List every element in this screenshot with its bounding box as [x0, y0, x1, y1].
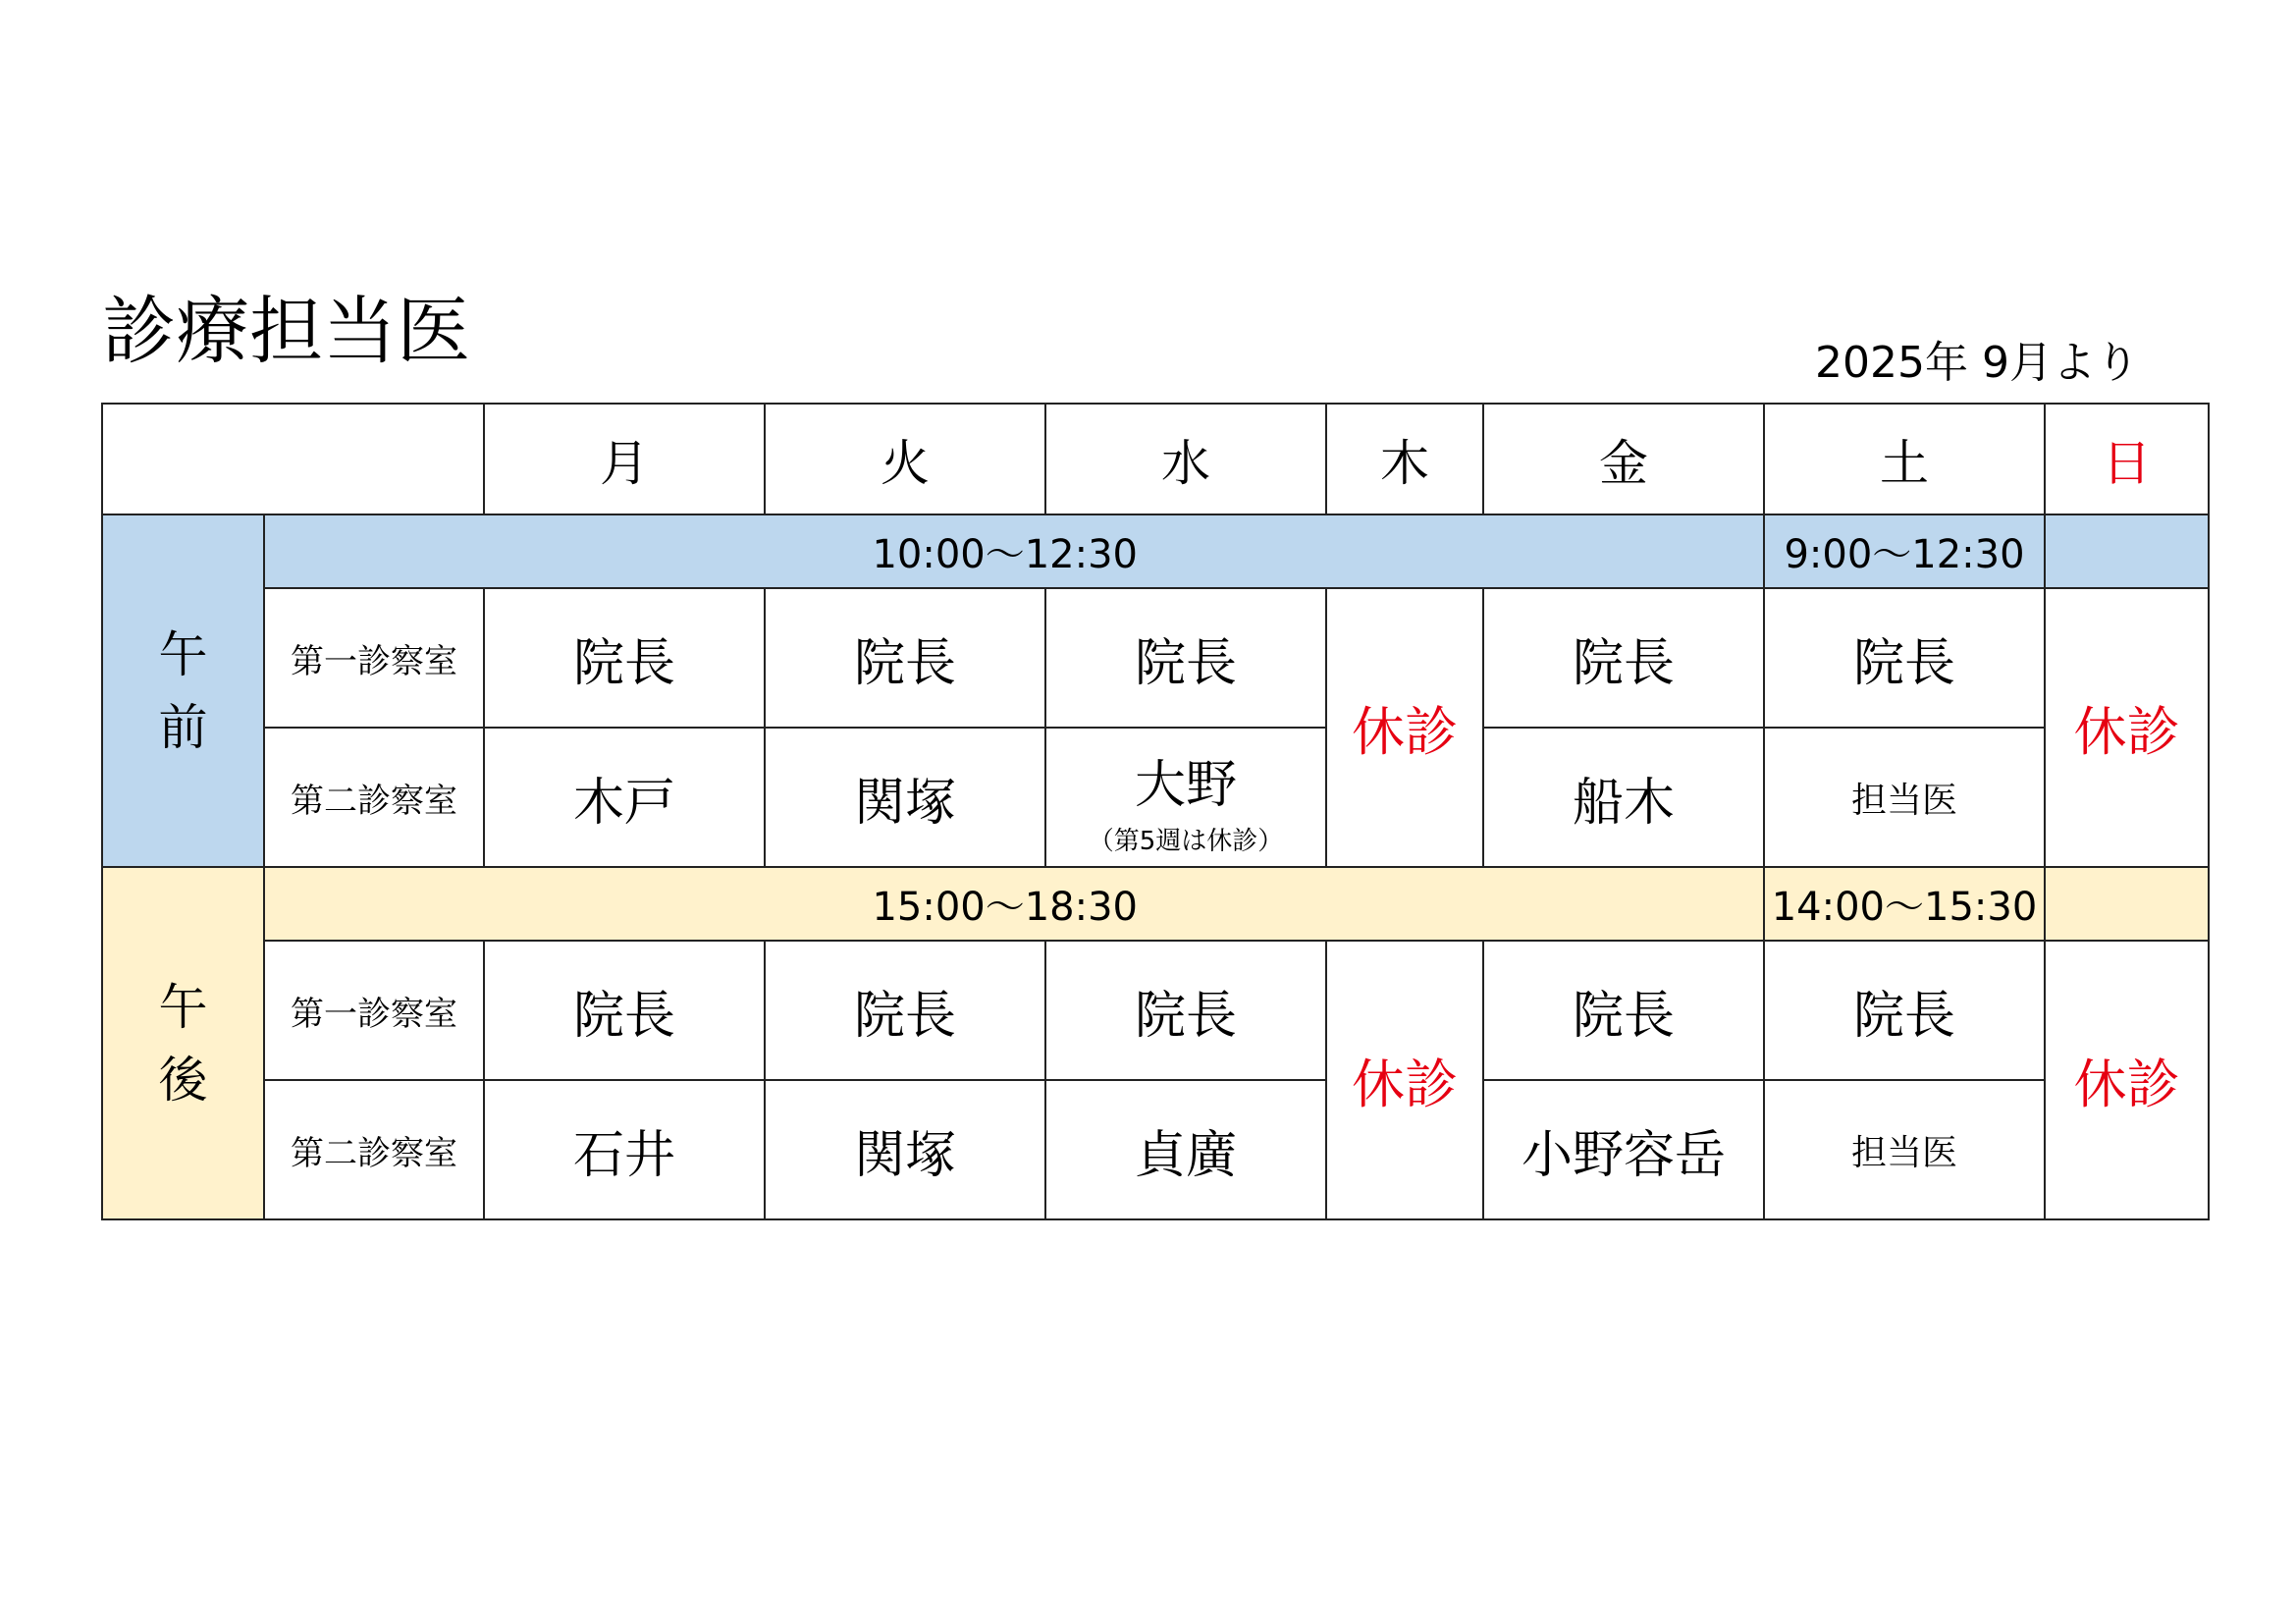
afternoon-room2-row — [102, 1080, 2209, 1219]
afternoon-hours-row — [102, 867, 2209, 941]
morning-label — [102, 514, 264, 867]
afternoon-weekday-hours: 15:00〜18:30 — [872, 885, 1138, 930]
afternoon-label-bottom: 後 — [158, 1051, 208, 1109]
afternoon-room1-wed: 院長 — [1045, 941, 1326, 1080]
afternoon-thu-closed: 休診 — [1326, 941, 1483, 1219]
morning-room1-tue: 院長 — [765, 588, 1045, 728]
afternoon-saturday-hours: 14:00〜15:30 — [1764, 867, 2045, 941]
morning-room2-sat: 担当医 — [1764, 728, 2045, 867]
day-header-tue: 火 — [765, 404, 1045, 514]
day-header-mon: 月 — [484, 404, 765, 514]
morning-weekday-hours-cell — [264, 514, 1483, 588]
morning-room2-wed-cell — [1045, 728, 1326, 867]
afternoon-room2-mon: 石井 — [484, 1080, 765, 1219]
morning-room2-tue: 関塚 — [765, 728, 1045, 867]
effective-date: 2025年 9月より — [1815, 338, 2139, 388]
morning-room2-fri: 船木 — [1483, 728, 1764, 867]
afternoon-room2-wed: 貞廣 — [1045, 1080, 1326, 1219]
morning-thu-closed: 休診 — [1326, 588, 1483, 867]
morning-room1-wed: 院長 — [1045, 588, 1326, 728]
afternoon-label — [102, 867, 264, 1219]
afternoon-room1-fri: 院長 — [1483, 941, 1764, 1080]
morning-saturday-hours: 9:00〜12:30 — [1764, 514, 2045, 588]
afternoon-room2-sat: 担当医 — [1764, 1080, 2045, 1219]
afternoon-room1-row — [102, 941, 2209, 1080]
header-row — [102, 404, 2209, 514]
afternoon-room1-sat: 院長 — [1764, 941, 2045, 1080]
morning-room2-wed-note: （第5週は休診） — [1088, 827, 1284, 856]
afternoon-weekday-hours-cell — [264, 867, 1483, 941]
morning-room1-mon: 院長 — [484, 588, 765, 728]
afternoon-room1-name: 第一診察室 — [264, 941, 484, 1080]
schedule-table — [101, 403, 2210, 1220]
morning-hours-row — [102, 514, 2209, 588]
afternoon-room2-tue: 関塚 — [765, 1080, 1045, 1219]
page-title: 診療担当医 — [102, 288, 471, 374]
morning-room2-row — [102, 728, 2209, 867]
morning-room1-name: 第一診察室 — [264, 588, 484, 728]
morning-sunday-hours-blank — [2045, 514, 2209, 588]
day-header-sat: 土 — [1764, 404, 2045, 514]
morning-room2-mon: 木戸 — [484, 728, 765, 867]
morning-room1-row — [102, 588, 2209, 728]
morning-label-bottom: 前 — [158, 698, 208, 756]
morning-room2-name: 第二診察室 — [264, 728, 484, 867]
morning-label-top: 午 — [158, 625, 208, 683]
afternoon-sunday-hours-blank — [2045, 867, 2209, 941]
day-header-thu: 木 — [1326, 404, 1483, 514]
morning-weekday-hours: 10:00〜12:30 — [872, 532, 1138, 577]
morning-sun-closed: 休診 — [2045, 588, 2209, 867]
morning-room1-sat: 院長 — [1764, 588, 2045, 728]
header-blank-cell — [102, 404, 484, 514]
morning-room1-fri: 院長 — [1483, 588, 1764, 728]
afternoon-weekday-hours-fill — [1483, 867, 1764, 941]
day-header-wed: 水 — [1045, 404, 1326, 514]
afternoon-room2-fri: 小野容岳 — [1483, 1080, 1764, 1219]
day-header-fri: 金 — [1483, 404, 1764, 514]
afternoon-room1-tue: 院長 — [765, 941, 1045, 1080]
morning-room2-wed: 大野 — [1134, 756, 1237, 815]
afternoon-sun-closed: 休診 — [2045, 941, 2209, 1219]
day-header-sun: 日 — [2045, 404, 2209, 514]
afternoon-room2-name: 第二診察室 — [264, 1080, 484, 1219]
afternoon-room1-mon: 院長 — [484, 941, 765, 1080]
morning-weekday-hours-fill — [1483, 514, 1764, 588]
afternoon-label-top: 午 — [158, 978, 208, 1036]
